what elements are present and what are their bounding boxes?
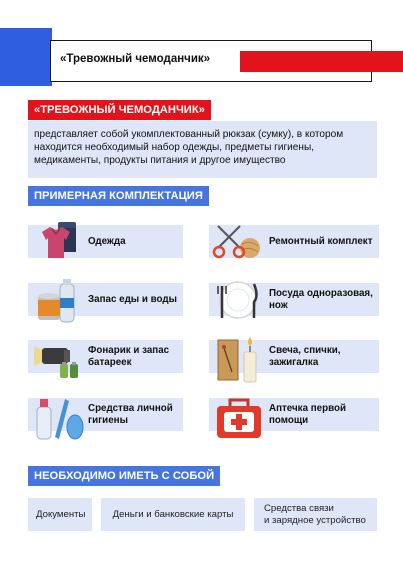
kit-item-label: Посуда одноразовая, нож xyxy=(269,287,373,311)
kit-item-label: Средства личной гигиены xyxy=(88,402,173,426)
kit-heading: ПРИМЕРНАЯ КОМПЛЕКТАЦИЯ xyxy=(28,186,209,206)
kit-item-label: Одежда xyxy=(88,235,126,247)
kit-item-label: Аптечка первой помощи xyxy=(269,402,347,426)
kit-item-label: Фонарик и запас батареек xyxy=(88,344,170,368)
kit-item-label: Запас еды и воды xyxy=(88,293,177,305)
sewing-kit-icon xyxy=(212,218,264,264)
kit-item-label: Свеча, спички, зажигалка xyxy=(269,344,341,368)
must-have-heading: НЕОБХОДИМО ИМЕТЬ С СОБОЙ xyxy=(28,466,220,486)
hygiene-icon xyxy=(33,393,85,445)
flashlight-icon xyxy=(32,334,84,382)
must-have-communication: Средства связи и зарядное устройство xyxy=(254,498,377,531)
cutlery-icon xyxy=(212,276,264,326)
intro-line: находится необходимый набор одежды, предметы гигиены, xyxy=(34,142,315,153)
intro-line: представляет собой укомплектованный рюкзак (сумку), в котором xyxy=(34,129,344,140)
header-blue-block xyxy=(0,28,52,86)
first-aid-kit-icon xyxy=(214,394,264,444)
must-have-money: Деньги и банковские карты xyxy=(101,498,245,531)
clothes-icon xyxy=(34,218,84,266)
intro-heading: «ТРЕВОЖНЫЙ ЧЕМОДАНЧИК» xyxy=(28,100,211,120)
candle-matches-icon xyxy=(214,334,264,386)
kit-item-label: Ремонтный комплект xyxy=(269,235,373,247)
header-red-bar xyxy=(240,51,403,72)
must-have-documents: Документы xyxy=(28,498,92,531)
intro-line: медикаменты, продукты питания и другое имущество xyxy=(34,155,286,166)
page-title: «Тревожный чемоданчик» xyxy=(60,53,211,65)
food-water-icon xyxy=(34,276,84,326)
intro-description xyxy=(28,121,377,178)
